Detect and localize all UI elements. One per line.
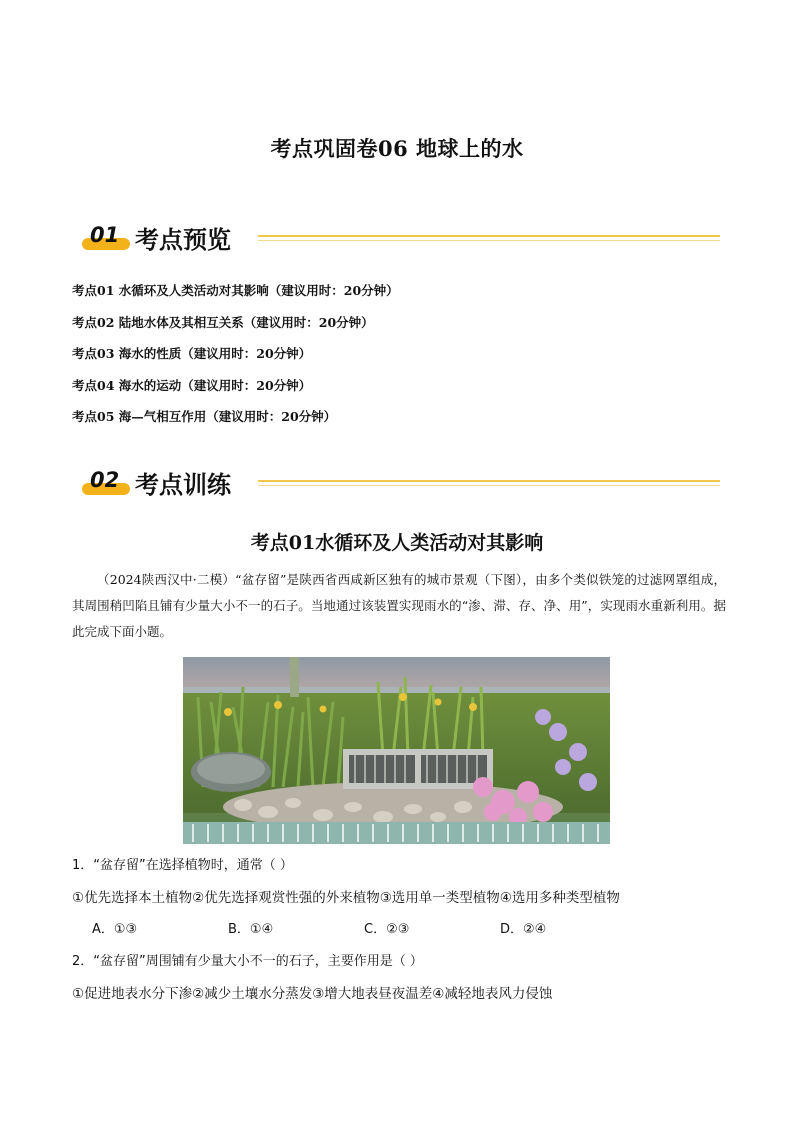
question-1-options: [92, 918, 652, 937]
question-2-statements: ①促进地表水分下渗②减少土壤水分蒸发③增大地表昼夜温差④减轻地表风力侵蚀: [72, 986, 553, 1002]
topic-list: [72, 281, 732, 439]
section-number-badge: [80, 462, 138, 498]
section-divider: [258, 235, 720, 237]
section-number: 01: [90, 223, 120, 247]
rain-garden-photo: [183, 657, 610, 844]
question-intro: （2024陕西汉中·二模）“盆存留”是陕西省西咸新区独有的城市景观（下图），由多个类似铁笼的过滤网罩组成，其周围稍凹陷且铺有少量大小不一的石子。当地通过该装置实现雨水的“渗、滞、存、净、用”，实现雨水重新利用。据此完成下面小题。: [72, 572, 726, 639]
option-b[interactable]: B．①④: [228, 922, 274, 937]
option-c[interactable]: C．②③: [364, 922, 410, 937]
section-number: 02: [90, 468, 120, 492]
section-number-badge: [80, 217, 138, 253]
option-d[interactable]: D．②④: [500, 922, 547, 937]
topic-item: 考点02 陆地水体及其相互关系（建议用时：20分钟）: [72, 314, 374, 330]
section-divider-thin: [258, 485, 720, 486]
section-label: 考点训练: [135, 471, 231, 499]
section-header-preview: [80, 217, 720, 253]
section-divider: [258, 480, 720, 482]
topic-item: 考点04 海水的运动（建议用时：20分钟）: [72, 377, 312, 393]
section-header-training: [80, 462, 720, 498]
section-label: 考点预览: [135, 226, 231, 254]
section-divider-thin: [258, 240, 720, 241]
question-2-stem: 2．“盆存留”周围铺有少量大小不一的石子，主要作用是（ ）: [72, 954, 423, 969]
topic-subtitle: 考点01水循环及人类活动对其影响: [250, 532, 544, 554]
option-a[interactable]: A．①③: [92, 922, 138, 937]
topic-item: 考点03 海水的性质（建议用时：20分钟）: [72, 346, 312, 361]
topic-item: 考点01 水循环及人类活动对其影响（建议用时：20分钟）: [72, 283, 399, 298]
document-title: 考点巩固卷06 地球上的水: [270, 136, 524, 161]
topic-item: 考点05 海—气相互作用（建议用时：20分钟）: [72, 409, 337, 424]
question-1-statements: ①优先选择本土植物②优先选择观赏性强的外来植物③选用单一类型植物④选用多种类型植物: [72, 890, 620, 906]
question-1-stem: 1．“盆存留”在选择植物时，通常（ ）: [72, 858, 293, 873]
